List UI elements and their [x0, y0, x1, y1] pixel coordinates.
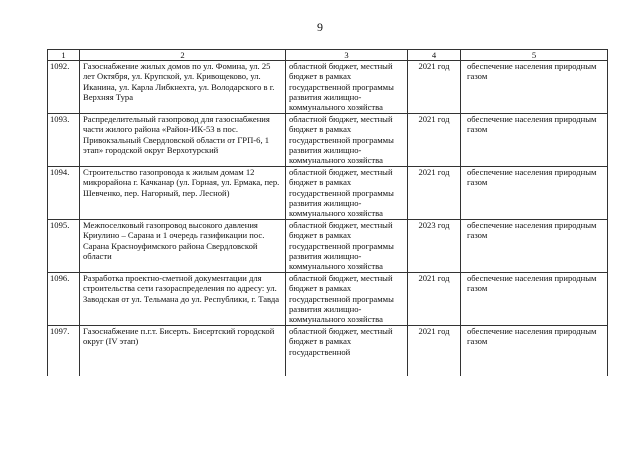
expected-result: обеспечение населения природным газом: [461, 273, 608, 326]
table-row: [48, 326, 608, 377]
funding-source: областной бюджет, местный бюджет в рамках государственной: [286, 326, 408, 377]
row-number: 1096.: [48, 273, 80, 326]
column-header: 3: [286, 50, 408, 61]
completion-year: 2021 год: [408, 167, 461, 220]
funding-source: областной бюджет, местный бюджет в рамках государственной программы развития жилищно-коммунального хозяйства: [286, 114, 408, 167]
table-header-row: [48, 50, 608, 61]
expected-result: обеспечение населения природным газом: [461, 167, 608, 220]
object-name: Газоснабжение п.г.т. Бисерть. Бисертский городской округ (IV этап): [80, 326, 286, 377]
row-number: 1095.: [48, 220, 80, 273]
column-header: 5: [461, 50, 608, 61]
page-number: 9: [317, 20, 323, 34]
object-name: Межпоселковый газопровод высокого давления Криулино – Сарана и 1 очередь газификации пос. Сарана Красноуфимского района Свердловской области: [80, 220, 286, 273]
table-row: [48, 273, 608, 326]
funding-source: областной бюджет, местный бюджет в рамках государственной программы развития жилищно-коммунального хозяйства: [286, 61, 408, 114]
table-row: [48, 220, 608, 273]
row-number: 1093.: [48, 114, 80, 167]
table-row: [48, 167, 608, 220]
data-table: [47, 49, 608, 376]
object-name: Распределительный газопровод для газоснабжения части жилого района «Район-ИК-53 в пос. Привокзальный Свердловской области от ГРП-6, 1 этап» городской округ Верхотурский: [80, 114, 286, 167]
completion-year: 2021 год: [408, 61, 461, 114]
funding-source: областной бюджет, местный бюджет в рамках государственной программы развития жилищно-коммунального хозяйства: [286, 273, 408, 326]
expected-result: обеспечение населения природным газом: [461, 61, 608, 114]
object-name: Газоснабжение жилых домов по ул. Фомина, ул. 25 лет Октября, ул. Крупской, ул. Кривощеково, ул. Иканина, ул. Карла Либкнехта, ул. Володарского в г. Верхняя Тура: [80, 61, 286, 114]
expected-result: обеспечение населения природным газом: [461, 220, 608, 273]
object-name: Разработка проектно-сметной документации для строительства сети газораспределения по адресу: ул. Заводская от ул. Тельмана до ул. Республики, г. Тавда: [80, 273, 286, 326]
column-header: 4: [408, 50, 461, 61]
table-row: [48, 114, 608, 167]
object-name: Строительство газопровода к жилым домам 12 микрорайона г. Качканар (ул. Горная, ул. Ермака, пер. Шевченко, пер. Нагорный, пер. Лесной): [80, 167, 286, 220]
funding-source: областной бюджет, местный бюджет в рамках государственной программы развития жилищно-коммунального хозяйства: [286, 220, 408, 273]
completion-year: 2021 год: [408, 273, 461, 326]
expected-result: обеспечение населения природным газом: [461, 114, 608, 167]
table-row: [48, 61, 608, 114]
completion-year: 2023 год: [408, 220, 461, 273]
row-number: 1094.: [48, 167, 80, 220]
column-header: 2: [80, 50, 286, 61]
row-number: 1092.: [48, 61, 80, 114]
funding-source: областной бюджет, местный бюджет в рамках государственной программы развития жилищно-коммунального хозяйства: [286, 167, 408, 220]
completion-year: 2021 год: [408, 326, 461, 377]
completion-year: 2021 год: [408, 114, 461, 167]
row-number: 1097.: [48, 326, 80, 377]
expected-result: обеспечение населения природным газом: [461, 326, 608, 377]
column-header: 1: [48, 50, 80, 61]
